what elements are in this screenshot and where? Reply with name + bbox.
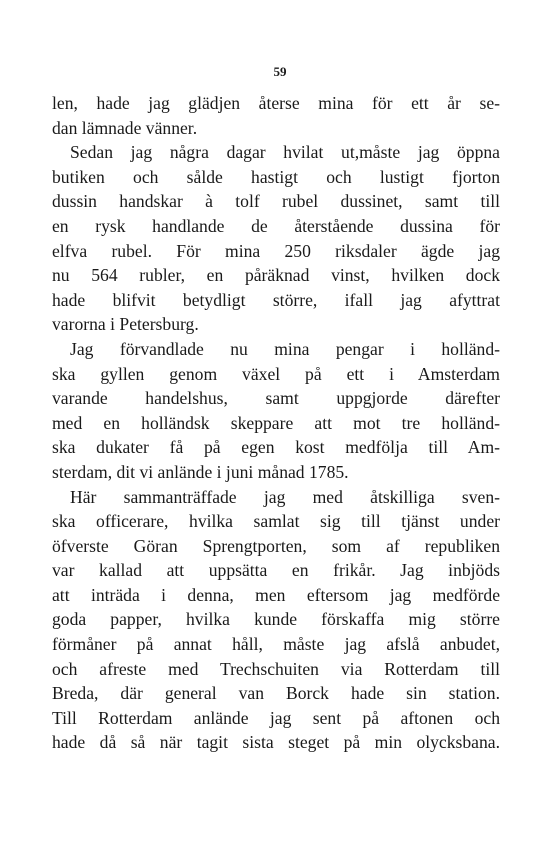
text-line: sterdam, dit vi anlände i juni månad 1785. <box>52 461 349 482</box>
text-line: Sedan jag några dagar hvilat ut,måste jag öppna <box>70 142 500 163</box>
text-line: öfverste Göran Sprengtporten, som af republiken <box>52 535 500 556</box>
text-line: dan lämnade vänner. <box>52 117 198 138</box>
text-line: var kallad att uppsätta en frikår. Jag inbjöds <box>52 560 500 581</box>
text-line: dussin handskar à tolf rubel dussinet, samt till <box>52 191 500 212</box>
text-line: Här sammanträffade jag med åtskilliga sven- <box>70 486 500 507</box>
text-line: ska gyllen genom växel på ett i Amsterdam <box>52 363 500 384</box>
paragraph <box>52 337 500 485</box>
paragraph <box>52 91 500 140</box>
paragraph <box>52 140 500 337</box>
text-line: butiken och sålde hastigt och lustigt fjorton <box>52 166 500 187</box>
text-line: goda papper, hvilka kunde förskaffa mig större <box>52 609 500 630</box>
page-number: 59 <box>273 64 287 79</box>
text-line: Jag förvandlade nu mina pengar i holländ- <box>70 338 500 359</box>
text-line: len, hade jag glädjen återse mina för ett år se- <box>52 93 500 113</box>
body-text <box>52 91 500 755</box>
text-line: hade då så när tagit sista steget på min olycksbana. <box>52 732 500 753</box>
text-line: varande handelshus, samt uppgjorde därefter <box>52 388 500 409</box>
text-line: elfva rubel. För mina 250 riksdaler ägde jag <box>52 240 500 261</box>
text-line: och afreste med Trechschuiten via Rotterdam till <box>52 658 500 679</box>
text-line: hade blifvit betydligt större, ifall jag afyttrat <box>52 289 500 310</box>
text-line: Breda, där general van Borck hade sin station. <box>52 683 500 704</box>
text-line: en rysk handlande de återstående dussina för <box>52 215 500 236</box>
text-line: nu 564 rubler, en påräknad vinst, hvilken dock <box>52 265 500 286</box>
text-line: ska dukater få på egen kost medfölja till Am- <box>52 437 500 458</box>
text-line: att inträda i denna, men eftersom jag medförde <box>52 584 500 605</box>
text-line: Till Rotterdam anlände jag sent på aftonen och <box>52 707 500 728</box>
text-line: varorna i Petersburg. <box>52 314 199 335</box>
text-line: ska officerare, hvilka samlat sig till tjänst under <box>52 511 500 532</box>
paragraph <box>52 485 500 756</box>
text-line: förmåner på annat håll, måste jag afslå anbudet, <box>52 634 500 655</box>
text-line: med en holländsk skeppare att mot tre holländ- <box>52 412 500 433</box>
